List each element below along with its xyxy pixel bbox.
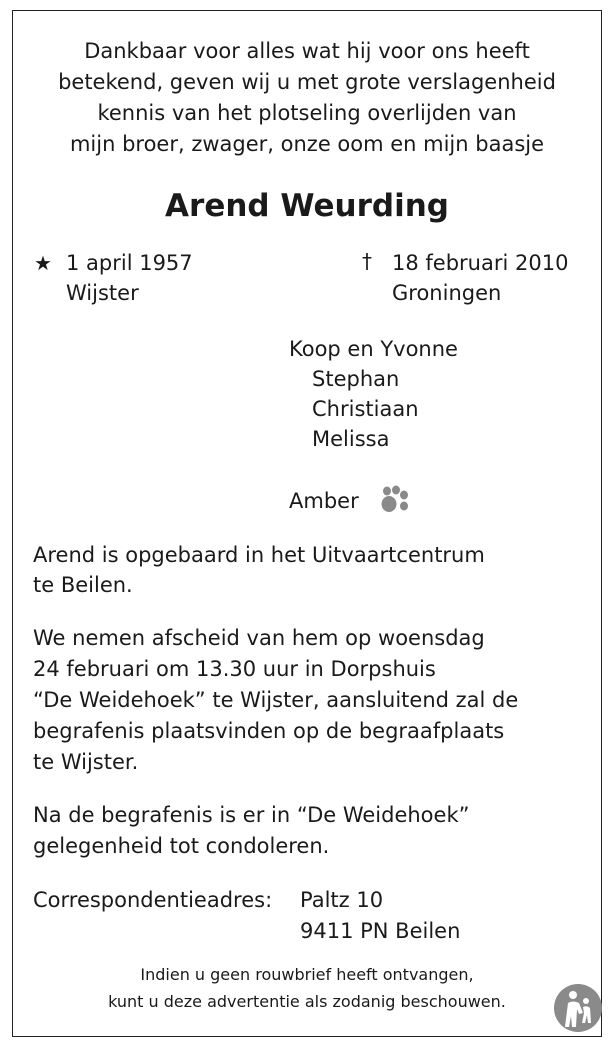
birth-star-icon: ★ (34, 251, 52, 275)
family-parents: Koop en Yvonne (289, 337, 458, 361)
ceremony-line: We nemen afscheid van hem op woensdag (33, 626, 485, 650)
ceremony-line: te Wijster. (33, 750, 139, 774)
address-street: Paltz 10 (300, 888, 384, 912)
deceased-name: Arend Weurding (165, 188, 449, 224)
address-city: 9411 PN Beilen (300, 919, 461, 943)
intro-line: mijn broer, zwager, onze oom en mijn baasje (69, 132, 545, 156)
intro-line: Dankbaar voor alles wat hij voor ons heeft (84, 39, 530, 63)
paw-print-icon (380, 485, 412, 515)
intro-line: kennis van het plotseling overlijden van (97, 101, 517, 125)
intro-text (0, 36, 614, 160)
footer-line: Indien u geen rouwbrief heeft ontvangen, (140, 965, 474, 984)
family-child: Melissa (312, 427, 390, 451)
death-place: Groningen (392, 281, 502, 305)
family-child: Stephan (312, 367, 400, 391)
lying-in-state-line: te Beilen. (33, 573, 133, 597)
condolence-line: Na de begrafenis is er in “De Weidehoek” (33, 803, 470, 827)
death-cross-icon: † (362, 249, 372, 273)
intro-line: betekend, geven wij u met grote verslagenheid (58, 70, 556, 94)
birth-date: 1 april 1957 (66, 251, 193, 275)
ceremony-line: 24 februari om 13.30 uur in Dorpshuis (33, 657, 436, 681)
obituary-card (12, 10, 602, 1037)
publisher-logo-icon (553, 983, 603, 1033)
lying-in-state-line: Arend is opgebaard in het Uitvaartcentrum (33, 543, 485, 567)
birth-place: Wijster (66, 281, 139, 305)
address-label: Correspondentieadres: (33, 888, 273, 912)
family-child: Christiaan (312, 397, 419, 421)
death-date: 18 februari 2010 (392, 251, 569, 275)
ceremony-line: “De Weidehoek” te Wijster, aansluitend zal de (33, 688, 519, 712)
footer-line: kunt u deze advertentie als zodanig beschouwen. (108, 992, 506, 1011)
ceremony-line: begrafenis plaatsvinden op de begraafplaats (33, 719, 505, 743)
condolence-line: gelegenheid tot condoleren. (33, 834, 330, 858)
pet-name: Amber (289, 489, 359, 513)
